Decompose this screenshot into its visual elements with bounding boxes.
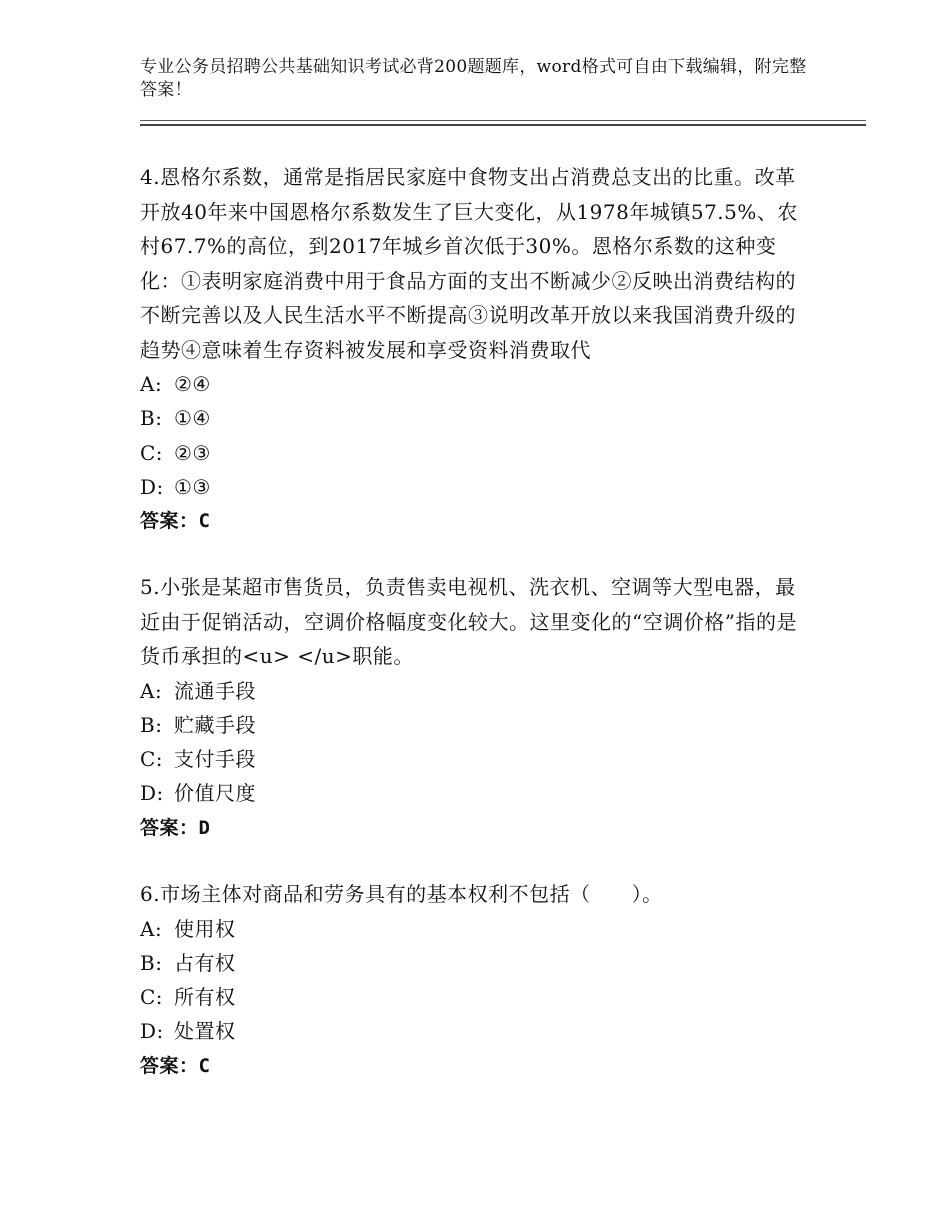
header-divider-thin [140,120,866,121]
option-c [140,436,810,470]
answer-line: 答案：D [140,816,211,839]
question-stem: 5.小张是某超市售货员，负责售卖电视机、洗衣机、空调等大型电器，最近由于促销活动，空调价格幅度变化较大。这里变化的“空调价格”指的是货币承担的<u> </u>职能。 [140,575,797,668]
option-d [140,470,810,504]
option-text: 流通手段 [174,678,256,703]
option-a [140,367,810,401]
question-6 [140,877,810,1083]
option-text: 价值尺度 [174,781,256,806]
header-divider-thick [140,124,866,126]
option-key: C: [140,747,164,772]
option-c [140,980,810,1014]
option-b [140,946,810,980]
answer-line: 答案：C [140,510,211,533]
option-key: B: [140,712,163,737]
option-text: 占有权 [174,950,236,975]
question-5 [140,570,810,845]
question-stem: 6.市场主体对商品和劳务具有的基本权利不包括（ ）。 [140,882,663,906]
answer-line: 答案：C [140,1054,211,1077]
option-a [140,912,810,946]
option-text: 处置权 [174,1019,236,1044]
option-key: D: [140,1019,164,1044]
question-stem: 4.恩格尔系数，通常是指居民家庭中食物支出占消费总支出的比重。改革开放40年来中国恩格尔系数发生了巨大变化，从1978年城镇57.5%、农村67.7%的高位，到2017年城乡首次低于30%。恩格尔系数的这种变化：①表明家庭消费中用于食品方面的支出不断减少②反映出消费结构的不断完善以及人民生活水平不断提高③说明改革开放以来我国消费升级的趋势④意味着生存资料被发展和享受资料消费取代 [140,165,798,362]
option-key: A: [140,916,163,941]
option-a [140,674,810,708]
question-4 [140,160,810,538]
option-text: 支付手段 [174,747,256,772]
option-b [140,708,810,742]
option-key: C: [140,985,164,1010]
option-text: 使用权 [174,916,236,941]
option-text: ①③ [174,474,211,499]
option-key: D: [140,781,164,806]
option-text: 贮藏手段 [174,712,256,737]
option-text: ②④ [174,372,211,396]
option-text: 所有权 [174,985,236,1010]
option-c [140,742,810,776]
document-header: 专业公务员招聘公共基础知识考试必背200题题库，word格式可自由下载编辑，附完整答案！ [140,57,807,100]
option-text: ①④ [174,406,211,431]
option-key: B: [140,406,163,431]
option-key: B: [140,950,163,975]
option-d [140,776,810,810]
option-text: ②③ [174,440,211,465]
option-d [140,1014,810,1048]
option-key: D: [140,474,164,499]
option-b [140,401,810,435]
option-key: A: [140,372,163,396]
option-key: A: [140,678,163,703]
option-key: C: [140,440,164,465]
